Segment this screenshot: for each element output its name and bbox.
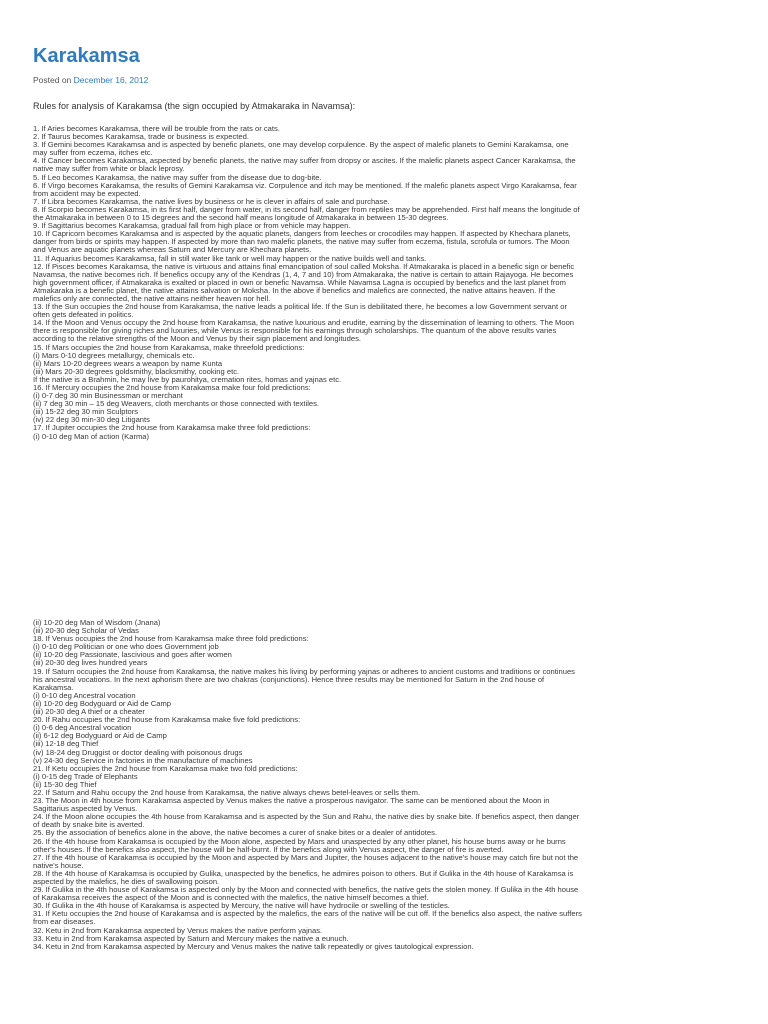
text-line: 10. If Capricorn becomes Karakamsa and is aspected by the aquatic planets, dangers from leeches or crocodiles may happen. If aspected by Khechara planets, (33, 230, 571, 239)
text-line: 30. If Gulika in the 4th house of Karakamsa is aspected by Mercury, the native will have hydrocile or swelling of the testicles. (33, 902, 450, 911)
text-line: there is responsible for giving riches and luxuries, while Venus is responsible for his earnings through scholarships. The quantum of the above results varies (33, 327, 557, 336)
text-line: 9. If Sagittarius becomes Karakamsa, gradual fall from high place or from vehicle may happen. (33, 222, 351, 231)
text-line: 16. If Mercury occupies the 2nd house from Karakamsa make four fold predictions: (33, 384, 311, 392)
text-line: Karakamsa. (33, 683, 74, 692)
text-line: of death by snake bite is averted. (33, 821, 145, 830)
post-title[interactable]: Karakamsa (33, 45, 140, 67)
intro-text: Rules for analysis of Karakamsa (the sign occupied by Atmakaraka in Navamsa): (33, 101, 356, 111)
text-line: aspected by the malefics, he dies of swallowing poison. (33, 878, 220, 886)
text-line: 11. If Aquarius becomes Karakamsa, fall in still water like tank or well may happen or the native builds well and tanks. (33, 254, 427, 263)
text-line: (ii) 10-20 deg Bodyguard or Aid de Camp (33, 699, 172, 708)
text-line: 17. If Jupiter occupies the 2nd house from Karakamsa make three fold predictions: (33, 424, 311, 433)
text-line: 14. If the Moon and Venus occupy the 2nd house from Karakamsa, the native luxurious and erudite, earning by the dissemination of learning to others. The Moon (33, 319, 575, 328)
rules-text-part1 (33, 125, 745, 441)
text-line: and Venus are aquatic planets whereas Saturn and Mercury are Khechara planets. (33, 246, 312, 255)
text-line: (iii) 12-18 deg Thief (33, 740, 99, 749)
text-line: the Atmakaraka in between 0 to 15 degrees and the second half means longitude of Atmakaraka in between 15-30 degrees. (33, 214, 449, 223)
text-line: malefics only are connected, the native attains neither heaven nor hell. (33, 294, 271, 303)
text-line: (ii) 6-12 deg Bodyguard or Aid de Camp (33, 732, 167, 741)
text-line: 23. The Moon in 4th house from Karakamsa aspected by Venus makes the native a prosperous navigator. The same can be mentioned about the Moon in (33, 797, 550, 806)
text-line: (i) 0-10 deg Ancestral vocation (33, 691, 136, 700)
text-line: 7. If Libra becomes Karakamsa, the native lives by business or he is clever in affairs of sale and purchase. (33, 197, 390, 206)
text-line: native may suffer from white or black leprosy. (33, 165, 185, 174)
text-line: (i) 0-10 deg Man of action (Karma) (33, 432, 150, 441)
text-line: 19. If Saturn occupies the 2nd house from Karakamsa, the native makes his living by performing yajnas or adheres to ancient customs and traditions or continues (33, 667, 575, 676)
text-line: from ear diseases. (33, 918, 96, 927)
text-line: 25. By the association of benefics alone in the above, the native becomes a curer of snake bites or a dealer of antidotes. (33, 829, 437, 838)
text-line: 20. If Rahu occupies the 2nd house from Karakamsa make five fold predictions: (33, 716, 301, 725)
text-line: 22. If Saturn and Rahu occupy the 2nd house from Karakamsa, the native always chews betel-leaves or sells them. (33, 788, 421, 797)
text-line: (iii) 20-30 deg Scholar of Vedas (33, 627, 139, 636)
text-line: (iv) 18-24 deg Druggist or doctor dealing with poisonous drugs (33, 748, 243, 757)
text-line: (ii) 10-20 deg Passionate, lascivious and goes after women (33, 651, 232, 660)
text-line: 28. If the 4th house of Karakamsa is occupied by Gulika, unaspected by the benefics, he admires poison to others. But if Gulika in the 4th house of Karakamsa is (33, 869, 574, 878)
text-line: his ancestral vocations. In the next aphorism there are two chakras (conjunctions). Hence three results may be mentioned for Saturn in the 2nd house of (33, 675, 545, 684)
text-line: 33. Ketu in 2nd from Karakamsa aspected by Saturn and Mercury makes the native a eunuch. (33, 934, 349, 943)
text-line: 26. If the 4th house from Karakamsa is occupied by the Moon alone, aspected by Mars and unaspected by any other planet, his house burns away or he burns (33, 837, 566, 846)
text-line: (i) Mars 0-10 degrees metallurgy, chemicals etc. (33, 351, 195, 360)
text-line: Sagittarius aspected by Venus. (33, 805, 138, 814)
text-line: (i) 0-15 deg Trade of Elephants (33, 772, 138, 781)
text-line: 4. If Cancer becomes Karakamsa, aspected by benefic planets, the native may suffer from dropsy or ascites. If the malefic planets aspect Cancer Karakamsa, the (33, 157, 576, 166)
text-line: 8. If Scorpio becomes Karakamsa, in its first half, danger from water, in its second half, danger from reptiles may be apprehended. First half means the longitude of (33, 205, 580, 214)
text-line: often gets defeated in politics. (33, 311, 134, 320)
text-line: Atmakaraka is a benefic planet, the native attains salvation or Moksha. In the above if benefics and malefics are connected, the native attains heaven. If the (33, 286, 556, 295)
text-line: (iii) 20-30 deg lives hundred years (33, 659, 148, 668)
text-line: (iii) Mars 20-30 degrees goldsmithy, blacksmithy, cooking etc. (33, 367, 240, 376)
text-line: (v) 24-30 deg Service in factories in the manufacture of machines (33, 756, 253, 765)
text-line: 32. Ketu in 2nd from Karakamsa aspected by Venus makes the native perform yajnas. (33, 926, 323, 935)
text-line: from accident may be expected. (33, 189, 141, 198)
text-line: If the native is a Brahmin, he may live by paurohitya, cremation rites, homas and yajnas etc. (33, 375, 342, 384)
posted-on-label: Posted on (33, 75, 72, 85)
text-line: 27. If the 4th house of Karakamsa is occupied by the Moon and aspected by Mars and Jupiter, the houses adjacent to the native's house may catch fire but not the (33, 853, 579, 862)
text-line: 13. If the Sun occupies the 2nd house from Karakamsa, the native leads a political life. If the Sun is debilitated there, he becomes a low Government servant or (33, 303, 567, 312)
text-line: 15. If Mars occupies the 2nd house from Karakamsa, make threefold predictions: (33, 343, 305, 352)
post-meta (33, 75, 148, 86)
text-line: (iii) 15-22 deg 30 min Sculptors (33, 408, 139, 417)
text-line: 29. If Gulika in the 4th house of Karakamsa is aspected only by the Moon and connected with benefics, the native gets the stolen money. If Gulika in the 4th house (33, 886, 579, 895)
text-line: Navamsa, the native becomes rich. If benefics occupy any of the Kendras (1, 4, 7 and 10) from Atmakaraka, the native is certain to attain Rajayoga. He becomes (33, 270, 574, 279)
text-line: according to the relative strengths of the Moon and Venus by their sign placement and longitudes. (33, 335, 362, 344)
text-line: 1. If Aries becomes Karakamsa, there will be trouble from the rats or cats. (33, 125, 280, 133)
text-line: (i) 0-6 deg Ancestral vocation (33, 724, 132, 733)
text-line: (ii) 7 deg 30 min – 15 deg Weavers, cloth merchants or those connected with textiles. (33, 400, 320, 409)
text-line: 2. If Taurus becomes Karakamsa, trade or business is expected. (33, 133, 249, 142)
post-date-link[interactable]: December 16, 2012 (73, 75, 149, 85)
text-line: may suffer from eczema, itches etc. (33, 149, 153, 158)
text-line: 24. If the Moon alone occupies the 4th house from Karakamsa and is aspected by the Sun and Rahu, the native dies by snake bite. If benefics aspect, then danger (33, 813, 580, 822)
text-line: 6. If Virgo becomes Karakamsa, the results of Gemini Karakamsa viz. Corpulence and itch may be mentioned. If the malefic planets aspect Virgo Karakamsa, fear (33, 181, 577, 190)
text-line: danger from birds or spirits may happen. If aspected by more than two malefic planets, the native may suffer from eczema, fistula, scrofula or tumors. The Moon (33, 238, 570, 247)
text-line: high government officer, if Atmakaraka is exalted or placed in own or benefic Navamsa. While Navamsa Lagna is occupied by benefics and the last planet from (33, 278, 566, 287)
text-line: 3. If Gemini becomes Karakamsa and is aspected by benefic planets, one may develop corpulence. By the aspect of malefic planets to Gemini Karakamsa, one (33, 141, 569, 150)
text-line: (ii) 15-30 deg Thief (33, 780, 97, 789)
text-line: 34. Ketu in 2nd from Karakamsa aspected by Mercury and Venus makes the native talk repeatedly or gives tautological expression. (33, 942, 474, 951)
rules-text-part2 (33, 619, 745, 951)
text-line: 18. If Venus occupies the 2nd house from Karakamsa make three fold predictions: (33, 635, 309, 644)
text-line: (iii) 20-30 deg A thief or a cheater (33, 708, 145, 717)
text-line: (i) 0-10 deg Politician or one who does Government job (33, 643, 219, 652)
text-line: 5. If Leo becomes Karakamsa, the native may suffer from the disease due to dog-bite. (33, 173, 322, 182)
text-line: 12. If Pisces becomes Karakamsa, the native is virtuous and attains final emancipation of soul called Moksha. If Atmakaraka is placed in a benefic sign or benefic (33, 262, 575, 271)
text-line: (iv) 22 deg 30 min-30 deg Litigants (33, 416, 150, 425)
text-line: 21. If Ketu occupies the 2nd house from Karakamsa make two fold predictions: (33, 764, 298, 773)
text-line: other's houses. If the benefics also aspect, the house will be half-burnt. If the benefics along with Venus aspect, the danger of fire is averted. (33, 845, 504, 854)
text-line: 31. If Ketu occupies the 2nd house of Karakamsa and is aspected by the malefics, the ears of the native will be cut off. If the benefics also aspect, the native suffers (33, 910, 582, 919)
text-line: (ii) Mars 10-20 degrees wears a weapon by name Kunta (33, 359, 223, 368)
text-line: (ii) 10-20 deg Man of Wisdom (Jnana) (33, 619, 161, 627)
text-line: native's house. (33, 861, 84, 870)
text-line: of Karakamsa receives the aspect of the Moon and is connected with the malefics, the native himself becomes a thief. (33, 894, 429, 903)
text-line: (i) 0-7 deg 30 min Businessman or merchant (33, 392, 183, 401)
